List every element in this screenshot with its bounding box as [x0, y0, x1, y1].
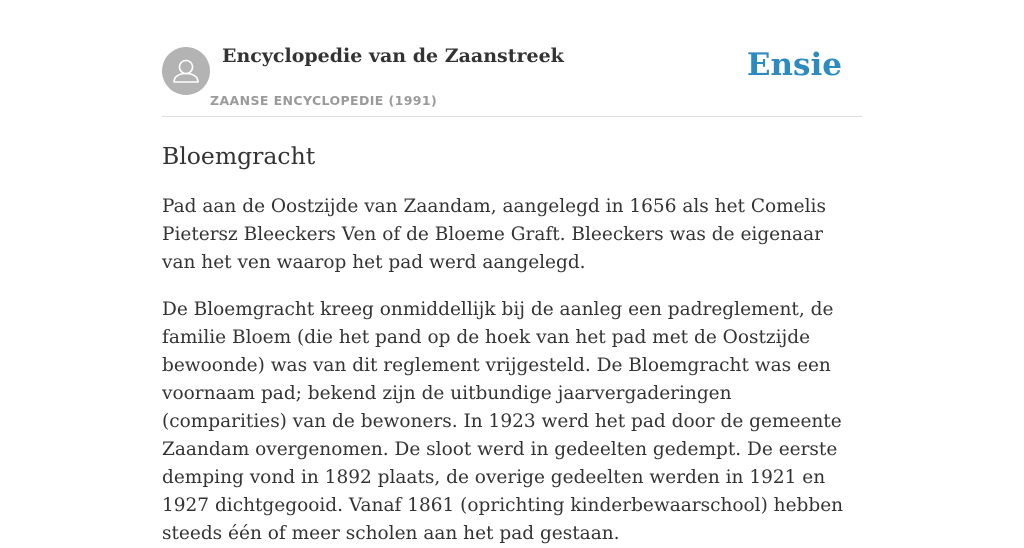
- page: [162, 0, 862, 544]
- source-subtitle: ZAANSE ENCYCLOPEDIE (1991): [210, 93, 438, 108]
- article-paragraph: De Bloemgracht kreeg onmiddellijk bij de aanleg een padreglement, de familie Bloem (die het pand op de hoek van het pad met de Oostzijde bewoonde) was van dit reglement vrijgesteld. De Bloemgracht was een voornaam pad; bekend zijn de uitbundige jaarvergaderingen (comparities) van de bewoners. In 1923 werd het pad door de gemeente Zaandam overgenomen. De sloot werd in gedeelten gedempt. De eerste demping vond in 1892 plaats, de overige gedeelten werden in 1921 en 1927 dichtgegooid. Vanaf 1861 (oprichting kinderbewaarschool) hebben steeds één of meer scholen aan het pad gestaan.: [162, 299, 844, 544]
- article-title: Bloemgracht: [162, 142, 316, 170]
- source-header: [162, 0, 862, 117]
- ensie-logo-link[interactable]: Ensie: [746, 47, 842, 83]
- source-title[interactable]: Encyclopedie van de Zaanstreek: [222, 45, 564, 67]
- user-avatar-icon[interactable]: [162, 47, 210, 95]
- article-paragraph: Pad aan de Oostzijde van Zaandam, aangelegd in 1656 als het Comelis Pietersz Bleeckers Ven of de Bloeme Graft. Bleeckers was de eigenaar van het ven waarop het pad werd aangelegd.: [162, 196, 826, 273]
